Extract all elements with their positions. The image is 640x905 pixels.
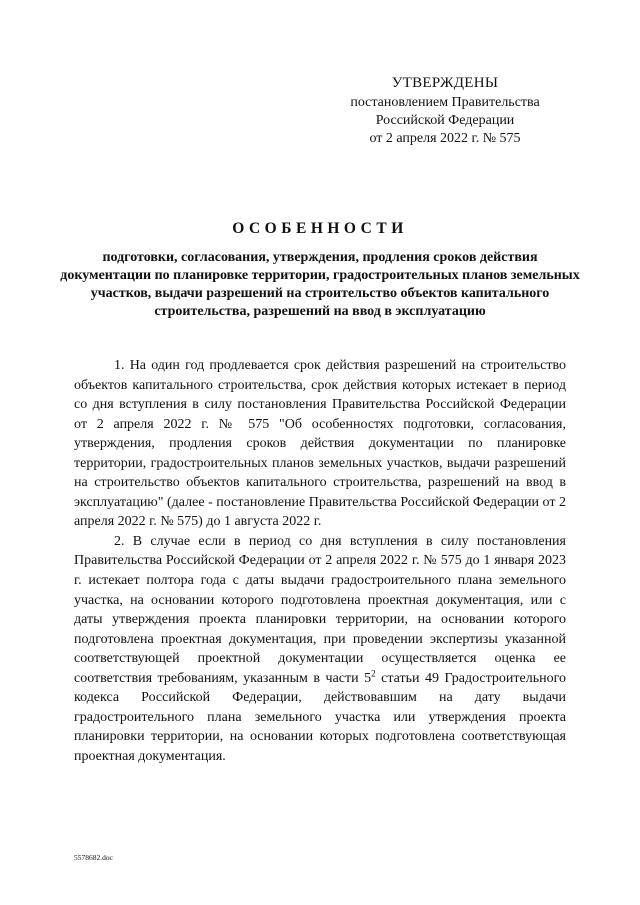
paragraph-2-superscript: 2 xyxy=(371,668,376,679)
document-body xyxy=(74,356,566,766)
approval-line-3: от 2 апреля 2022 г. № 575 xyxy=(369,131,521,146)
file-code: 5578682.doc xyxy=(74,853,113,862)
paragraph-2 xyxy=(74,532,566,767)
paragraph-2-part-2: статьи 49 Градостроительного кодекса Российской Федерации, действовавшим на дату выдачи градостроительного плана земельного участка или утверждения проекта планировки территории, на основании которых подготовлена соответствующая проектная документация. xyxy=(74,670,566,764)
approval-line-2: Российской Федерации xyxy=(375,113,515,128)
document-subtitle: подготовки, согласования, утверждения, продления сроков действия документации по планировке территории, градостроительных планов земельных участков, выдачи разрешений на строительство объектов капитального строительства, разрешений на ввод в эксплуатацию xyxy=(60,250,580,319)
document-title: ОСОБЕННОСТИ xyxy=(232,220,408,237)
approval-block xyxy=(340,74,550,148)
paragraph-2-part-1: 2. В случае если в период со дня вступления в силу постановления Правительства Российской Федерации от 2 апреля 2022 г. № 575 до 1 января 2023 г. истекает полтора года с даты выдачи градостроительного плана земельного участка, на основании которого подготовлена проектная документация, или с даты утверждения проекта планировки территории, на основании которого подготовлена проектная документация, при проведении экспертизы указанной соответствующей проектной документации осуществляется оценка ее соответствия требованиям, указанным в части 5 xyxy=(74,533,566,686)
paragraph-1: 1. На один год продлевается срок действия разрешений на строительство объектов капитального строительства, срок действия которых истекает в период со дня вступления в силу постановления Правительства Российской Федерации от 2 апреля 2022 г. № 575 "Об особенностях подготовки, согласования, утверждения, продления сроков действия документации по планировке территории, градостроительных планов земельных участков, выдачи разрешений на строительство объектов капитального строительства, разрешений на ввод в эксплуатацию" (далее - постановление Правительства Российской Федерации от 2 апреля 2022 г. № 575) до 1 августа 2022 г. xyxy=(74,358,566,530)
approval-line-1: постановлением Правительства xyxy=(350,95,540,110)
approval-title: УТВЕРЖДЕНЫ xyxy=(391,75,499,91)
